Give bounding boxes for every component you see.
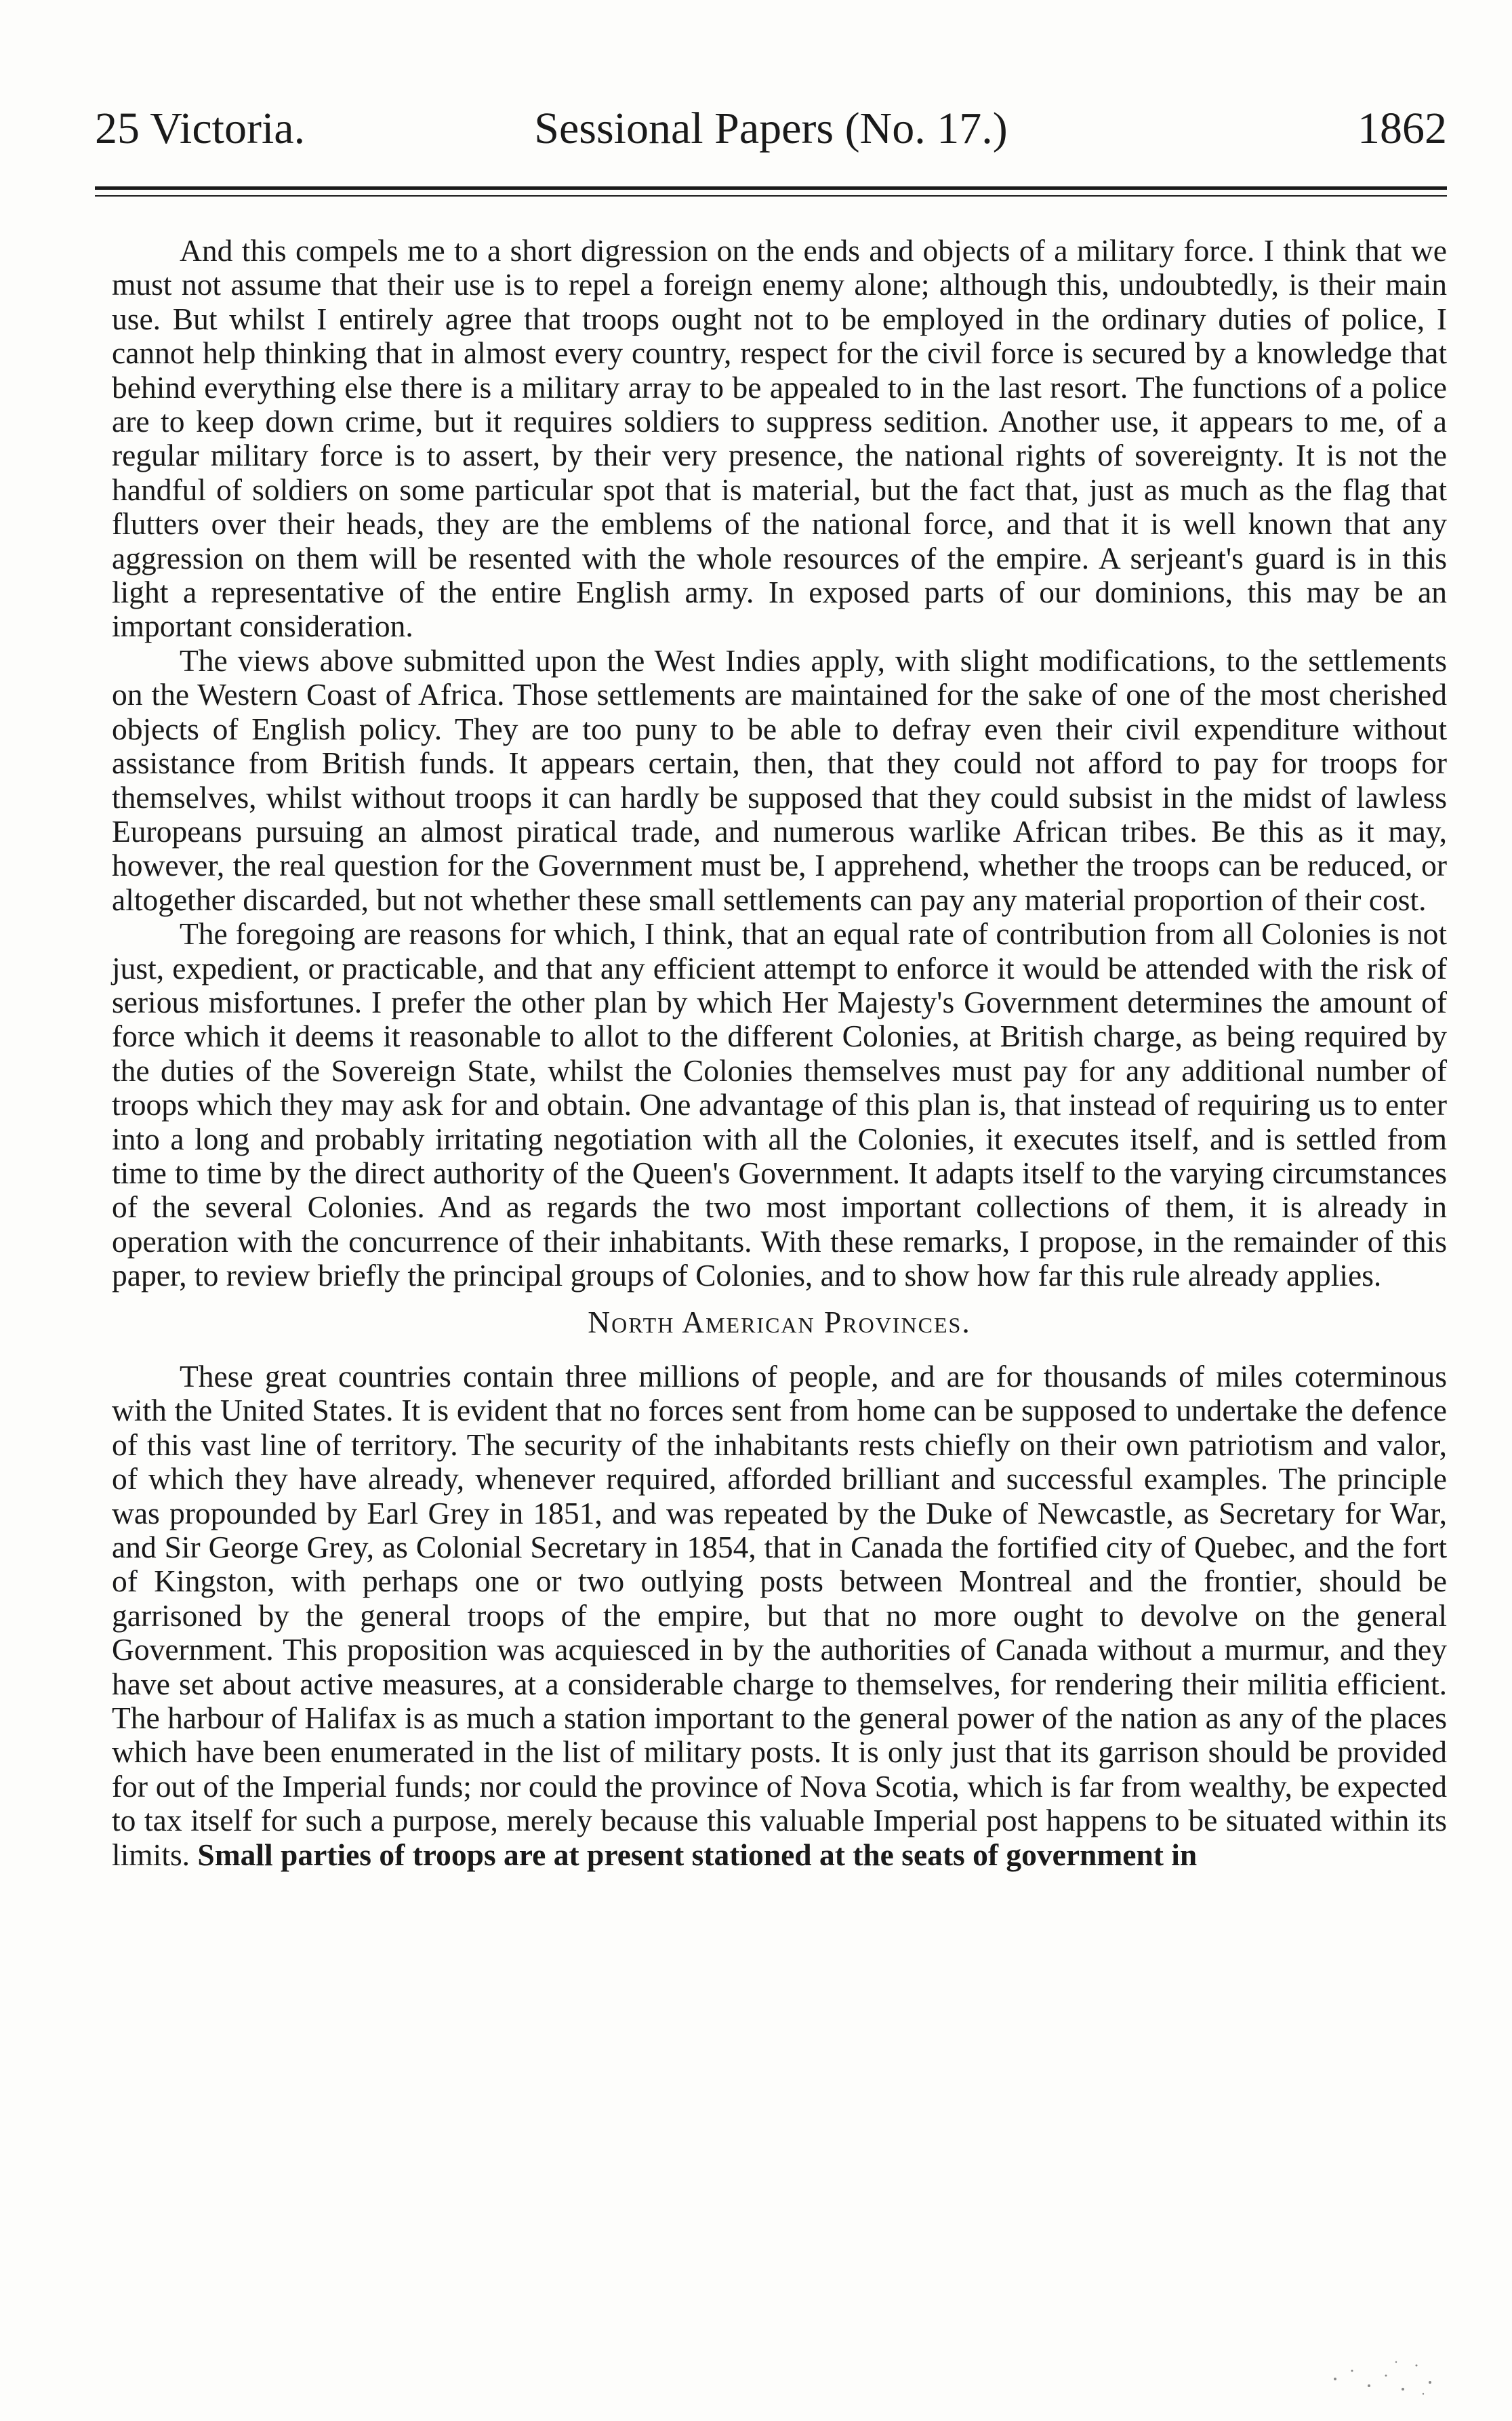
paragraph-last-line: Small parties of troops are at present stationed at the seats of government in	[197, 1837, 1198, 1872]
page-header	[95, 95, 1447, 169]
paragraph-north-america-text: These great countries contain three millions of people, and are for thousands of miles coterminous with the United States. It is evident that no forces sent from home can be supposed to undertake the defence of this vast line of territory. The security of the inhabitants rests chiefly on their own patriotism and valor, of which they have already, whenever required, afforded brilliant and successful examples. The principle was propounded by Earl Grey in 1851, and was repeated by the Duke of Newcastle, as Secretary for War, and Sir George Grey, as Colonial Secretary in 1854, that in Canada the fortified city of Quebec, and the fort of Kingston, with perhaps one or two outlying posts between Montreal and the frontier, should be garrisoned by the general troops of the empire, but that no more ought to devolve on the general Government. This proposition was acquiesced in by the authorities of Canada without a murmur, and they have set about active measures, at a considerable charge to themselves, for rendering their militia efficient. The harbour of Halifax is as much a station important to the general power of the nation as any of the places which have been enumerated in the list of military posts. It is only just that its garrison should be provided for out of the Imperial funds; nor could the province of Nova Scotia, which is far from wealthy, be expected to tax itself for such a purpose, merely because this valuable Imperial post happens to be situated within its limits.	[112, 1359, 1447, 1872]
header-title: Sessional Papers (No. 17.)	[534, 104, 1008, 153]
paragraph-west-africa: The views above submitted upon the West Indies apply, with slight modifications, to the settlements on the Western Coast of Africa. Those settlements are maintained for the sake of one of the most cherished objects of English policy. They are too puny to be able to defray even their civil expenditure without assistance from British funds. It appears certain, then, that they could not afford to pay for troops for themselves, whilst without troops it can hardly be supposed that they could subsist in the midst of lawless Europeans pursuing an almost piratical trade, and numerous warlike African tribes. Be this as it may, however, the real question for the Government must be, I apprehend, whether the troops can be reduced, or altogether discarded, but not whether these small settlements can pay any material proportion of their cost.	[112, 643, 1447, 917]
header-year: 1862	[1357, 104, 1447, 153]
header-rule-thick	[95, 186, 1447, 190]
paragraph-contribution: The foregoing are reasons for which, I think, that an equal rate of contribution from all Colonies is not just, expedient, or practicable, and that any efficient attempt to enforce it would be attended with the risk of serious misfortunes. I prefer the other plan by which Her Majesty's Government determines the amount of force which it deems it reasonable to allot to the different Colonies, at British charge, as being required by the duties of the Sovereign State, whilst the Colonies themselves must pay for any additional number of troops which they may ask for and obtain. One advantage of this plan is, that instead of requiring us to enter into a long and probably irritating negotiation with all the Colonies, it executes itself, and is settled from time to time by the direct authority of the Queen's Government. It adapts itself to the varying circumstances of the several Colonies. And as regards the two most important collections of them, it is already in operation with the concurrence of their inhabitants. With these remarks, I propose, in the remainder of this paper, to review briefly the principal groups of Colonies, and to show how far this rule already applies.	[112, 916, 1447, 1293]
header-rule-thin	[95, 195, 1447, 197]
print-specks	[1322, 2352, 1444, 2399]
document-body	[112, 234, 1447, 1872]
header-volume: 25 Victoria.	[95, 104, 306, 153]
section-heading: North American Provinces.	[588, 1304, 971, 1339]
paragraph-north-america	[112, 1360, 1447, 1872]
paragraph-military-force: And this compels me to a short digression on the ends and objects of a military force. I think that we must not assume that their use is to repel a foreign enemy alone; although this, undoubtedly, is their main use. But whilst I entirely agree that troops ought not to be employed in the ordinary duties of police, I cannot help thinking that in almost every country, respect for the civil force is secured by a knowledge that behind everything else there is a military array to be appealed to in the last resort. The functions of a police are to keep down crime, but it requires soldiers to suppress sedition. Another use, it appears to me, of a regular military force is to assert, by their very presence, the national rights of sovereignty. It is not the handful of soldiers on some particular spot that is material, but the fact that, just as much as the flag that flutters over their heads, they are the emblems of the national force, and that it is well known that any aggression on them will be resented with the whole resources of the empire. A serjeant's guard is in this light a representative of the entire English army. In exposed parts of our dominions, this may be an important consideration.	[112, 233, 1447, 644]
